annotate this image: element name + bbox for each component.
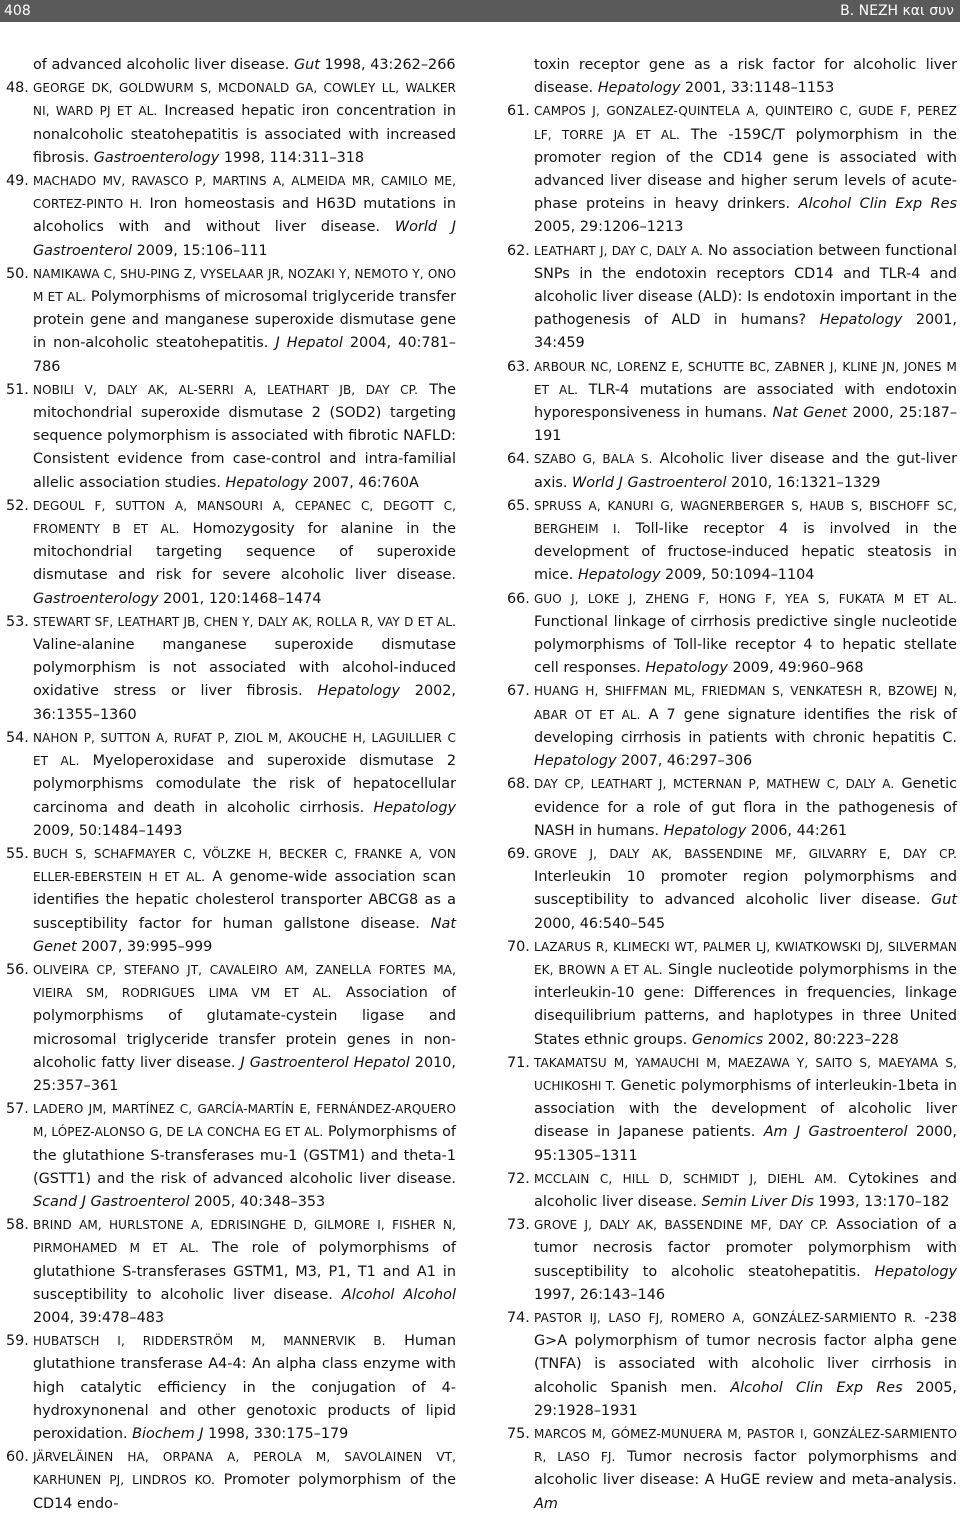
reference-title: -238 G>A polymorphism of tumor necrosis factor alpha gene (TNFA) is associated with alcoholic liver cirrhosis in alcoholic Spanish men. (534, 1309, 958, 1396)
reference-number: 71. (507, 1054, 530, 1071)
reference-number: 68. (507, 776, 530, 793)
reference-journal: Am (534, 1495, 558, 1512)
reference-journal: Am J Gastroenterol (763, 1124, 908, 1141)
reference-citation: 2006, 44:261 (750, 822, 848, 839)
reference-number: 59. (6, 1333, 29, 1350)
reference-title: TLR-4 mutations are associated with endotoxin hyporesponsiveness in humans. (534, 381, 957, 422)
running-head: B. NEZH και συν (840, 3, 954, 19)
reference-title: Genetic evidence for a role of gut flora in the pathogenesis of NASH in humans. (534, 776, 957, 839)
reference-authors: PASTOR IJ, LASO FJ, ROMERO A, GONZÁLEZ-SARMIENTO R. (534, 1310, 917, 1325)
reference-citation: 2009, 50:1094–1104 (665, 567, 815, 584)
reference-journal: Hepatology (874, 1263, 957, 1280)
reference-entry (6, 727, 456, 843)
reference-number: 62. (507, 242, 530, 259)
reference-journal: Hepatology (577, 567, 661, 584)
reference-number: 73. (507, 1217, 530, 1234)
reference-title: The mitochondrial superoxide dismutase 2 (SOD2) targeting sequence polymorphism is associated with fibrotic NAFLD: Consistent evidence from case-control and intra-familial allelic association studies. (33, 381, 456, 491)
reference-number: 64. (507, 451, 530, 468)
reference-authors: TAKAMATSU M, YAMAUCHI M, MAEZAWA Y, SAITO S, MAEYAMA S, UCHIKOSHI T. (534, 1055, 957, 1093)
reference-entry (6, 843, 456, 959)
reference-authors: LEATHART J, DAY C, DALY A. (534, 243, 703, 258)
reference-citation: 2009, 49:960–968 (732, 660, 864, 677)
reference-title: Polymorphisms of microsomal triglyceride transfer protein gene and manganese superoxide dismutase gene in non-alcoholic steatohepatitis. (33, 289, 456, 352)
reference-authors: MARCOS M, GÓMEZ-MUNUERA M, PASTOR I, GONZÁLEZ-SARMIENTO R, LASO FJ. (534, 1426, 957, 1465)
reference-title: Valine-alanine manganese superoxide dismutase polymorphism is not associated with alcohol-induced oxidative stress or liver fibrosis. (33, 637, 456, 700)
reference-journal: Hepatology (534, 753, 617, 770)
reference-journal: Hepatology (663, 822, 747, 839)
reference-journal: Hepatology (317, 683, 401, 700)
reference-entry (6, 263, 456, 379)
reference-journal: Alcohol Alcohol (341, 1286, 456, 1303)
reference-journal: Gut (293, 57, 320, 73)
reference-journal: J Hepatol (275, 335, 343, 352)
reference-authors: GUO J, LOKE J, ZHENG F, HONG F, YEA S, FUKATA M ET AL. (534, 591, 957, 606)
reference-authors: GROVE J, DALY AK, BASSENDINE MF, GILVARRY E, DAY CP. (534, 846, 957, 861)
reference-title: A 7 gene signature identifies the risk of developing cirrhosis in patients with chronic hepatitis C. (534, 706, 957, 746)
reference-number: 56. (6, 961, 29, 978)
reference-title: Genetic polymorphisms of interleukin-1beta in association with the development of alcoholic liver disease in Japanese patients. (534, 1077, 957, 1141)
reference-number: 51. (6, 381, 29, 398)
reference-journal: Hepatology (819, 312, 903, 329)
left-column (6, 54, 456, 1516)
reference-citation: 2001, 34:459 (534, 312, 958, 352)
reference-journal: Semin Liver Dis (701, 1193, 814, 1210)
reference-title: Interleukin 10 promoter region polymorphisms and susceptibility to advanced alcoholic liver disease. (534, 869, 957, 909)
reference-citation: 1998, 330:175–179 (208, 1425, 349, 1442)
reference-title: A genome-wide association scan identifies the hepatic cholesterol transporter ABCG8 as a susceptibility factor for human gallstone disease. (33, 869, 457, 932)
reference-number: 63. (507, 358, 530, 375)
reference-journal: Gastroenterology (33, 590, 159, 607)
reference-number: 58. (6, 1217, 29, 1234)
reference-entry (507, 100, 957, 239)
reference-journal: Hepatology (225, 474, 309, 491)
reference-title: Toll-like receptor 4 is involved in the development of fructose-induced hepatic steatosis in mice. (534, 521, 958, 584)
reference-title: Homozygosity for alanine in the mitochondrial targeting sequence of superoxide dismutase and risk for severe alcoholic liver disease. (33, 521, 456, 584)
reference-number: 57. (6, 1101, 29, 1118)
reference-citation: 2007, 46:760A (312, 474, 419, 491)
reference-title: of advanced alcoholic liver disease. (33, 57, 290, 73)
reference-entry (507, 1168, 957, 1214)
reference-number: 52. (6, 497, 29, 514)
reference-entry (6, 959, 456, 1098)
reference-citation: 2001, 120:1468–1474 (163, 590, 322, 607)
reference-citation: 1998, 43:262–266 (324, 57, 456, 73)
reference-authors: HUANG H, SHIFFMAN ML, FRIEDMAN S, VENKATESH R, BZOWEJ N, ABAR OT ET AL. (534, 684, 957, 722)
reference-entry (6, 77, 456, 170)
reference-entry (6, 170, 456, 263)
reference-citation: 2000, 46:540–545 (534, 915, 666, 932)
reference-number: 69. (507, 845, 530, 862)
reference-title: Cytokines and alcoholic liver disease. (534, 1170, 957, 1210)
reference-journal: Hepatology (597, 80, 681, 97)
reference-citation: 2007, 46:297–306 (621, 753, 753, 770)
reference-number: 60. (6, 1449, 29, 1466)
reference-authors: SZABO G, BALA S. (534, 452, 653, 467)
reference-journal: World J Gastroenterol (33, 219, 457, 259)
reference-entry (507, 936, 957, 1052)
reference-authors: NAMIKAWA C, SHU-PING Z, VYSELAAR JR, NOZAKI Y, NEMOTO Y, ONO M ET AL. (33, 266, 456, 305)
reference-number: 49. (6, 173, 29, 190)
reference-journal: Nat Genet (33, 915, 457, 955)
reference-entry (6, 1098, 456, 1214)
reference-authors: HUBATSCH I, RIDDERSTRÖM M, MANNERVIK B. (33, 1334, 386, 1349)
reference-number: 74. (507, 1309, 530, 1326)
reference-title: Myeloperoxidase and superoxide dismutase 2 polymorphisms comodulate the risk of hepatocellular carcinoma and death in alcoholic cirrhosis. (33, 753, 456, 816)
reference-journal: J Gastroenterol Hepatol (240, 1054, 410, 1071)
reference-title: Association of a tumor necrosis factor promoter polymorphism with susceptibility to alcoholic steatohepatitis. (534, 1217, 957, 1280)
reference-number: 75. (507, 1425, 530, 1442)
reference-entry (507, 588, 957, 681)
reference-number: 54. (6, 729, 29, 746)
reference-title: The -159C/T polymorphism in the promoter region of the CD14 gene is associated with advanced liver disease and higher serum levels of acute-phase proteins in heavy drinkers. (534, 126, 957, 213)
reference-number: 48. (6, 80, 29, 97)
reference-entry (507, 1307, 957, 1423)
reference-citation: 2009, 50:1484–1493 (33, 822, 183, 839)
reference-journal: World J Gastroenterol (571, 474, 727, 491)
reference-journal: Alcohol Clin Exp Res (798, 196, 958, 213)
reference-authors: SPRUSS A, KANURI G, WAGNERBERGER S, HAUB S, BISCHOFF SC, BERGHEIM I. (534, 498, 957, 537)
reference-entry (6, 1330, 456, 1446)
reference-authors: NOBILI V, DALY AK, AL-SERRI A, LEATHART JB, DAY CP. (33, 382, 419, 397)
reference-authors: DAY CP, LEATHART J, MCTERNAN P, MATHEW C, DALY A. (534, 777, 895, 792)
reference-authors: STEWART SF, LEATHART JB, CHEN Y, DALY AK, ROLLA R, VAY D ET AL. (33, 614, 456, 629)
reference-entry (507, 240, 957, 356)
reference-authors: MCCLAIN C, HILL D, SCHMIDT J, DIEHL AM. (534, 1171, 838, 1186)
reference-journal: Gut (931, 892, 958, 909)
reference-citation: 2004, 39:478–483 (33, 1309, 165, 1326)
reference-entry (6, 495, 456, 611)
reference-authors: NAHON P, SUTTON A, RUFAT P, ZIOL M, AKOUCHE H, LAGUILLIER C ET AL. (33, 730, 456, 769)
reference-title: Polymorphisms of the glutathione S-transferases mu-1 (GSTM1) and theta-1 (GSTT1) and the risk of advanced alcoholic liver disease. (33, 1124, 457, 1187)
reference-citation: 2004, 40:781–786 (33, 335, 456, 375)
reference-citation: 1993, 13:170–182 (818, 1193, 950, 1210)
reference-entry (507, 680, 957, 773)
reference-title: No association between functional SNPs in the endotoxin receptors CD14 and TLR-4 and alcoholic liver disease (ALD): Is endotoxin important in the pathogenesis of ALD in humans? (534, 242, 958, 329)
reference-entry (6, 54, 456, 77)
reference-journal: Biochem J (132, 1425, 204, 1442)
reference-title: Promoter polymorphism of the CD14 endo- (33, 1472, 457, 1512)
reference-journal: Hepatology (373, 799, 457, 816)
reference-number: 70. (507, 938, 530, 955)
reference-title: toxin receptor gene as a risk factor for alcoholic liver disease. (534, 57, 957, 97)
reference-authors: DEGOUL F, SUTTON A, MANSOURI A, CEPANEC C, DEGOTT C, FROMENTY B ET AL. (33, 498, 456, 537)
reference-number: 50. (6, 265, 29, 282)
reference-number: 67. (507, 683, 530, 700)
reference-citation: 1997, 26:143–146 (534, 1286, 666, 1303)
reference-entry (507, 495, 957, 588)
reference-number: 72. (507, 1170, 530, 1187)
reference-authors: LAZARUS R, KLIMECKI WT, PALMER LJ, KWIATKOWSKI DJ, SILVERMAN EK, BROWN A ET AL. (534, 939, 957, 977)
reference-entry (507, 1214, 957, 1307)
reference-journal: Nat Genet (772, 405, 847, 422)
reference-authors: GROVE J, DALY AK, BASSENDINE MF, DAY CP. (534, 1218, 829, 1233)
reference-citation: 2000, 95:1305–1311 (534, 1124, 958, 1164)
reference-entry (6, 1446, 456, 1516)
reference-entry (507, 356, 957, 449)
reference-authors: LADERO JM, MARTÍNEZ C, GARCÍA-MARTÍN E, FERNÁNDEZ-ARQUERO M, LÓPEZ-ALONSO G, DE LA CONCHA EG ET AL. (33, 1102, 456, 1140)
reference-citation: 2002, 36:1355–1360 (33, 683, 456, 723)
reference-number: 65. (507, 497, 530, 514)
reference-title: Increased hepatic iron concentration in nonalcoholic steatohepatitis is associated with increased fibrosis. (33, 103, 456, 166)
reference-citation: 1998, 114:311–318 (223, 149, 365, 166)
reference-title: Human glutathione transferase A4-4: An alpha class enzyme with high catalytic efficiency in the conjugation of 4-hydroxynonenal and other genotoxic products of lipid peroxidation. (33, 1333, 456, 1442)
reference-citation: 2010, 16:1321–1329 (731, 474, 881, 491)
reference-authors: CAMPOS J, GONZALEZ-QUINTELA A, QUINTEIRO C, GUDE F, PEREZ LF, TORRE JA ET AL. (534, 104, 957, 142)
reference-entry (6, 379, 456, 495)
reference-number: 66. (507, 590, 530, 607)
reference-citation: 2007, 39:995–999 (81, 938, 213, 955)
reference-entry (6, 611, 456, 727)
reference-entry (507, 54, 957, 100)
reference-authors: MACHADO MV, RAVASCO P, MARTINS A, ALMEIDA MR, CAMILO ME, CORTEZ-PINTO H. (33, 174, 456, 212)
reference-authors: BRIND AM, HURLSTONE A, EDRISINGHE D, GILMORE I, FISHER N, PIRMOHAMED M ET AL. (33, 1218, 456, 1256)
reference-journal: Hepatology (645, 660, 728, 677)
reference-entry (507, 773, 957, 843)
reference-journal: Scand J Gastroenterol (33, 1193, 190, 1210)
reference-title: Alcoholic liver disease and the gut-liver axis. (534, 451, 958, 491)
reference-authors: GEORGЕ DK, GOLDWURM S, MCDONALD GA, COWLEY LL, WALKER NI, WARD PJ ET AL. (33, 81, 456, 119)
reference-entry (507, 448, 957, 494)
reference-journal: Alcohol Clin Exp Res (730, 1379, 903, 1396)
reference-number: 53. (6, 613, 29, 630)
reference-entry (507, 1423, 957, 1516)
reference-number: 61. (507, 103, 530, 120)
page-header (0, 0, 960, 22)
reference-citation: 2005, 29:1206–1213 (534, 219, 684, 236)
reference-title: Single nucleotide polymorphisms in the interleukin-10 gene: Differences in frequencies, linkage disequilibrium patterns, and haplotypes in three United States ethnic groups. (534, 961, 958, 1048)
reference-authors: JÄRVELÄINEN HA, ORPANA A, PEROLA M, SAVOLAINEN VT, KARHUNEN PJ, LINDROS KO. (33, 1450, 456, 1488)
reference-citation: 2000, 25:187–191 (534, 405, 958, 445)
reference-title: Functional linkage of cirrhosis predictive single nucleotide polymorphisms of Toll-like receptor 4 to hepatic stellate cell responses. (534, 613, 957, 677)
reference-citation: 2010, 25:357–361 (33, 1054, 456, 1094)
reference-citation: 2001, 33:1148–1153 (684, 80, 835, 97)
reference-title: The role of polymorphisms of glutathione S-transferases GSTM1, M3, P1, T1 and A1 in susceptibility to alcoholic liver disease. (33, 1240, 456, 1303)
reference-number: 55. (6, 845, 29, 862)
reference-authors: OLIVEIRA CP, STEFANO JT, CAVALEIRO AM, ZANELLA FORTES MA, VIEIRA SM, RODRIGUES LIMA VM ET AL. (33, 962, 456, 1001)
reference-title: Association of polymorphisms of glutamate-cystein ligase and microsomal triglyceride transfer protein genes in non-alcoholic fatty liver disease. (33, 985, 456, 1071)
reference-authors: ARBOUR NC, LORENZ E, SCHUTTE BC, ZABNER J, KLINE JN, JONES M ET AL. (534, 359, 957, 397)
reference-journal: Gastroenterology (93, 149, 220, 166)
page-number: 408 (4, 3, 31, 19)
reference-title: Tumor necrosis factor polymorphisms and alcoholic liver disease: A HuGE review and meta-analysis. (534, 1449, 958, 1489)
reference-citation: 2005, 29:1928–1931 (534, 1379, 957, 1419)
reference-entry (6, 1214, 456, 1330)
reference-citation: 2002, 80:223–228 (767, 1031, 899, 1048)
reference-journal: Genomics (691, 1031, 764, 1048)
reference-citation: 2009, 15:106–111 (136, 242, 268, 259)
reference-authors: BUCH S, SCHAFMAYER C, VÖLZKE H, BECKER C, FRANKE A, VON ELLER-EBERSTEIN H ET AL. (33, 846, 456, 885)
reference-citation: 2005, 40:348–353 (194, 1193, 326, 1210)
right-column (507, 54, 957, 1516)
reference-entry (507, 1052, 957, 1168)
reference-entry (507, 843, 957, 936)
reference-title: Iron homeostasis and H63D mutations in alcoholics with and without liver disease. (33, 196, 457, 236)
